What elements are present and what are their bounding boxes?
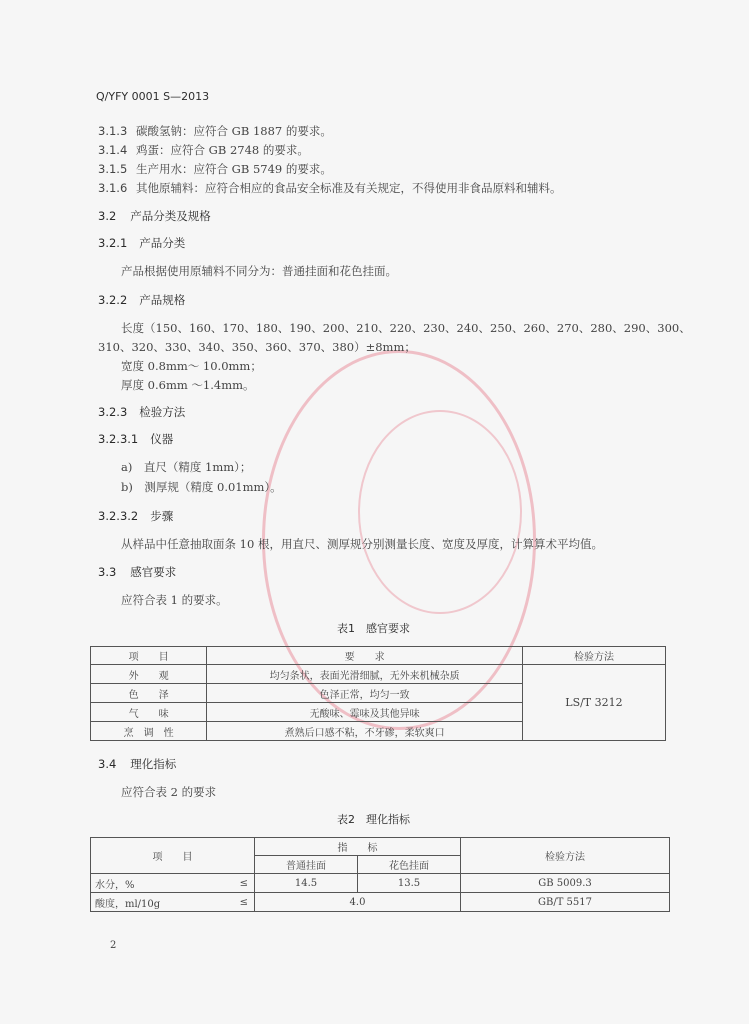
- section-3-2-3-2-body: 从样品中任意抽取面条 10 根，用直尺、测厚规分别测量长度、宽度及厚度，计算算术平均值。: [121, 537, 603, 551]
- table-row: [91, 874, 670, 893]
- clause-3-1-5: 3.1.5 生产用水：应符合 GB 5749 的要求。: [98, 162, 332, 176]
- table1-caption: 表1 感官要求: [337, 622, 410, 635]
- red-stamp-inner-ring: [358, 410, 522, 614]
- header-item: 项 目: [91, 647, 207, 665]
- header-index: 指 标: [255, 838, 461, 856]
- table-row: [91, 665, 666, 684]
- instrument-thickness-gauge: b) 测厚规（精度 0.01mm）。: [121, 480, 282, 494]
- subheader-regular-noodles: 普通挂面: [255, 856, 358, 874]
- table-row: [91, 893, 670, 912]
- row-operator: ≤: [224, 874, 255, 893]
- table-header-row: [91, 838, 670, 856]
- length-spec-line1: 长度（150、160、170、180、190、200、210、220、230、240、250、260、270、280、290、300、: [121, 321, 691, 335]
- physicochemical-table: [90, 837, 670, 912]
- section-3-2-3-heading: 3.2.3 检验方法: [98, 405, 186, 419]
- section-3-3-body: 应符合表 1 的要求。: [121, 593, 228, 607]
- row-item: 外 观: [91, 665, 207, 684]
- section-3-2-3-1-heading: 3.2.3.1 仪器: [98, 432, 174, 446]
- subheader-flavored-noodles: 花色挂面: [358, 856, 461, 874]
- row-method: GB 5009.3: [461, 874, 670, 893]
- row-value-flavored: 13.5: [358, 874, 461, 893]
- header-method: 检验方法: [461, 838, 670, 874]
- row-requirement: 煮熟后口感不粘，不牙碜，柔软爽口: [207, 722, 523, 741]
- header-method: 检验方法: [522, 647, 665, 665]
- row-item: 水分，%: [91, 874, 225, 893]
- row-value-regular: 14.5: [255, 874, 358, 893]
- row-item: 气 味: [91, 703, 207, 722]
- row-item: 烹 调 性: [91, 722, 207, 741]
- clause-3-1-3: 3.1.3 碳酸氢钠：应符合 GB 1887 的要求。: [98, 124, 332, 138]
- thickness-spec: 厚度 0.6mm ～1.4mm。: [121, 378, 255, 392]
- instrument-ruler: a) 直尺（精度 1mm）；: [121, 460, 252, 474]
- clause-3-1-4: 3.1.4 鸡蛋：应符合 GB 2748 的要求。: [98, 143, 309, 157]
- row-operator: ≤: [224, 893, 255, 912]
- section-3-2-1-heading: 3.2.1 产品分类: [98, 236, 186, 250]
- section-3-2-3-2-heading: 3.2.3.2 步骤: [98, 509, 174, 523]
- length-spec-line2: 310、320、330、340、350、360、370、380）±8mm；: [98, 340, 416, 354]
- standard-code: Q/YFY 0001 S—2013: [96, 90, 210, 103]
- row-item: 色 泽: [91, 684, 207, 703]
- sensory-requirements-table: [90, 646, 666, 741]
- clause-3-1-6: 3.1.6 其他原辅料：应符合相应的食品安全标准及有关规定，不得使用非食品原料和辅料。: [98, 181, 562, 195]
- section-3-2-2-heading: 3.2.2 产品规格: [98, 293, 186, 307]
- section-3-2-1-body: 产品根据使用原辅料不同分为：普通挂面和花色挂面。: [121, 264, 397, 278]
- width-spec: 宽度 0.8mm～ 10.0mm；: [121, 359, 262, 373]
- row-requirement: 无酸味、霉味及其他异味: [207, 703, 523, 722]
- page-number: 2: [110, 940, 117, 951]
- section-3-2-heading: 3.2 产品分类及规格: [98, 209, 211, 223]
- header-item: 项 目: [91, 838, 255, 874]
- section-3-3-heading: 3.3 感官要求: [98, 565, 177, 579]
- row-method: GB/T 5517: [461, 893, 670, 912]
- section-3-4-body: 应符合表 2 的要求: [121, 785, 217, 799]
- row-requirement: 均匀条状，表面光滑细腻，无外来机械杂质: [207, 665, 523, 684]
- header-requirement: 要 求: [207, 647, 523, 665]
- table2-caption: 表2 理化指标: [337, 813, 410, 826]
- row-value: 4.0: [255, 893, 461, 912]
- section-3-4-heading: 3.4 理化指标: [98, 757, 177, 771]
- table-header-row: [91, 647, 666, 665]
- test-method-cell: LS/T 3212: [522, 665, 665, 741]
- row-requirement: 色泽正常，均匀一致: [207, 684, 523, 703]
- row-item: 酸度，ml/10g: [91, 893, 225, 912]
